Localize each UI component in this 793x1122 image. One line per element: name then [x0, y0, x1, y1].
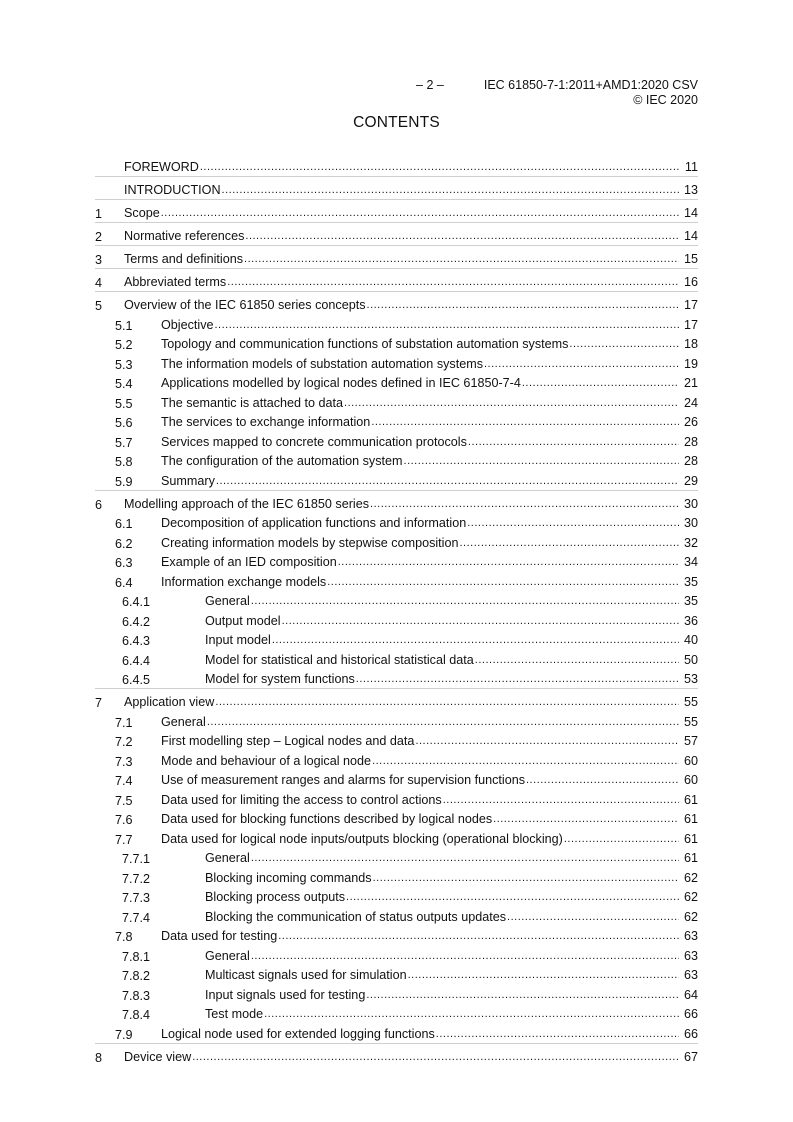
toc-dot-leader: [484, 357, 679, 373]
toc-entry-number: 7.8.1: [122, 949, 151, 964]
toc-entry-title: Applications modelled by logical nodes defined in IEC 61850-7-4: [161, 376, 521, 390]
toc-entry[interactable]: [95, 610, 698, 630]
toc-entry-number: 7.2: [115, 735, 133, 749]
toc-entry-number: 6.2: [115, 536, 133, 551]
toc-entry-page: 26: [683, 415, 698, 429]
toc-entry[interactable]: [95, 353, 698, 373]
toc-entry-number: 7.7.2: [122, 871, 151, 886]
toc-entry-title: Blocking the communication of status outputs updates: [205, 909, 507, 924]
toc-entry-title: General: [161, 714, 206, 729]
toc-dot-leader: [507, 910, 679, 926]
toc-entry-page: 55: [683, 714, 698, 729]
toc-entry-number: 7.5: [115, 793, 133, 808]
toc-dot-leader: [468, 435, 679, 451]
toc-entry-number: 4: [95, 276, 103, 290]
toc-entry-title: Modelling approach of the IEC 61850 series: [124, 496, 370, 511]
toc-entry-page: 62: [683, 909, 698, 924]
toc-entry[interactable]: [95, 412, 698, 432]
toc-entry-number: 7.4: [115, 774, 133, 788]
toc-entry-page: 57: [683, 734, 698, 748]
toc-entry-page: 28: [683, 454, 698, 468]
toc-entry-number: 7.7.3: [122, 891, 151, 905]
toc-entry-title: Objective: [161, 317, 214, 332]
toc-dot-leader: [272, 633, 679, 649]
toc-entry-number: 7: [95, 696, 103, 710]
toc-entry-title: The configuration of the automation system: [161, 454, 403, 468]
toc-entry-title: Services mapped to concrete communication protocols: [161, 434, 467, 449]
toc-entry[interactable]: [95, 770, 698, 790]
toc-entry[interactable]: [95, 373, 698, 393]
toc-entry-title: Application view: [124, 695, 215, 709]
toc-entry[interactable]: [95, 451, 698, 471]
toc-dot-leader: [467, 516, 679, 532]
toc-dot-leader: [192, 1050, 679, 1066]
toc-entry[interactable]: [95, 711, 698, 731]
toc-entry-page: 15: [683, 252, 698, 266]
toc-entry-page: 64: [683, 987, 698, 1002]
toc-entry-title: Test mode: [205, 1007, 264, 1021]
toc-entry-number: 5.4: [115, 377, 133, 391]
toc-entry-title: FOREWORD: [124, 160, 199, 174]
toc-entry-page: 11: [684, 160, 698, 174]
toc-entry-title: Data used for limiting the access to control actions: [161, 792, 442, 807]
toc-entry[interactable]: [95, 649, 698, 669]
toc-entry[interactable]: [95, 571, 698, 591]
toc-entry-number: 6.4.5: [122, 673, 151, 687]
toc-entry[interactable]: [95, 291, 698, 314]
toc-entry-number: 7.7: [115, 832, 133, 847]
toc-entry-page: 60: [683, 773, 698, 787]
toc-entry-title: Summary: [161, 473, 215, 488]
toc-entry-number: 5.5: [115, 396, 133, 411]
toc-entry-page: 60: [683, 753, 698, 768]
toc-dot-leader: [366, 988, 679, 1004]
toc-dot-leader: [408, 968, 679, 984]
toc-entry-title: Example of an IED composition: [161, 555, 337, 569]
toc-entry[interactable]: [95, 945, 698, 965]
toc-entry-page: 35: [683, 574, 698, 589]
toc-dot-leader: [373, 871, 679, 887]
toc-entry-number: 8: [95, 1050, 103, 1065]
toc-entry-page: 61: [683, 792, 698, 807]
toc-entry[interactable]: [95, 984, 698, 1004]
toc-entry-title: General: [205, 948, 250, 963]
toc-entry-title: Use of measurement ranges and alarms for supervision functions: [161, 773, 525, 787]
toc-entry-page: 29: [683, 473, 698, 488]
toc-dot-leader: [522, 376, 679, 392]
toc-entry[interactable]: [95, 176, 698, 199]
toc-entry[interactable]: [95, 552, 698, 572]
toc-dot-leader: [346, 890, 679, 906]
toc-entry-title: General: [205, 594, 250, 608]
toc-dot-leader: [569, 337, 679, 353]
toc-dot-leader: [338, 555, 679, 571]
toc-entry-page: 53: [683, 672, 698, 686]
toc-entry-page: 19: [683, 356, 698, 371]
toc-entry-title: Device view: [124, 1049, 192, 1064]
toc-entry-page: 14: [683, 229, 698, 243]
toc-entry-page: 62: [683, 890, 698, 904]
toc-entry[interactable]: [95, 789, 698, 809]
toc-entry[interactable]: [95, 591, 698, 611]
toc-dot-leader: [216, 474, 679, 490]
toc-entry-number: 7.7.4: [122, 910, 151, 925]
toc-dot-leader: [370, 497, 679, 513]
toc-dot-leader: [460, 536, 680, 552]
contents-title: CONTENTS: [353, 114, 440, 131]
toc-dot-leader: [227, 275, 679, 291]
toc-entry-number: 2: [95, 230, 103, 244]
toc-entry[interactable]: [95, 906, 698, 926]
toc-dot-leader: [264, 1007, 679, 1023]
toc-entry-number: 5.7: [115, 435, 133, 450]
toc-entry-title: Logical node used for extended logging functions: [161, 1026, 435, 1041]
toc-entry-number: 3: [95, 253, 103, 267]
toc-entry[interactable]: [95, 532, 698, 552]
toc-entry-title: Input model: [205, 633, 271, 647]
toc-dot-leader: [245, 229, 679, 245]
toc-dot-leader: [436, 1027, 679, 1043]
toc-entry-number: 7.8: [115, 930, 133, 944]
toc-entry[interactable]: [95, 314, 698, 334]
toc-dot-leader: [371, 415, 679, 431]
toc-dot-leader: [215, 318, 680, 334]
toc-entry-title: Normative references: [124, 229, 245, 243]
toc-entry-page: 28: [683, 434, 698, 449]
toc-entry-page: 63: [683, 968, 698, 982]
toc-dot-leader: [344, 396, 679, 412]
toc-entry-title: Overview of the IEC 61850 series concepts: [124, 298, 366, 312]
toc-entry-number: 7.1: [115, 715, 133, 730]
toc-entry-number: 5.8: [115, 455, 133, 469]
toc-entry-page: 17: [683, 298, 698, 312]
toc-entry-number: 7.9: [115, 1027, 133, 1042]
toc-entry-number: 6.4.3: [122, 634, 151, 648]
toc-entry-title: Mode and behaviour of a logical node: [161, 753, 372, 768]
toc-entry-page: 62: [683, 870, 698, 885]
toc-entry-page: 63: [683, 948, 698, 963]
toc-entry[interactable]: [95, 848, 698, 868]
toc-entry-page: 18: [683, 337, 698, 351]
toc-entry-page: 50: [683, 652, 698, 667]
toc-entry-title: Output model: [205, 613, 281, 628]
toc-entry-title: Terms and definitions: [124, 252, 244, 266]
toc-entry-number: 5: [95, 299, 103, 313]
toc-entry-number: 5.1: [115, 318, 133, 333]
toc-entry[interactable]: [95, 887, 698, 907]
toc-dot-leader: [282, 614, 679, 630]
toc-entry-number: 6.3: [115, 556, 133, 570]
toc-entry[interactable]: [95, 470, 698, 490]
toc-entry-page: 32: [683, 535, 698, 550]
toc-entry-page: 40: [683, 633, 698, 647]
copyright-notice: © IEC 2020: [633, 93, 698, 107]
toc-entry[interactable]: [95, 750, 698, 770]
toc-entry[interactable]: [95, 1043, 698, 1066]
toc-entry-page: 17: [683, 317, 698, 332]
toc-entry-number: 6.4.4: [122, 653, 151, 668]
toc-entry[interactable]: [95, 199, 698, 222]
toc-entry-number: 6.4.1: [122, 595, 151, 609]
toc-dot-leader: [327, 575, 679, 591]
toc-entry-title: Input signals used for testing: [205, 987, 366, 1002]
toc-entry-number: 5.2: [115, 338, 133, 352]
toc-entry-page: 34: [683, 555, 698, 569]
table-of-contents: [95, 154, 698, 1066]
toc-entry[interactable]: [95, 965, 698, 985]
toc-entry-title: Data used for testing: [161, 929, 278, 943]
toc-dot-leader: [367, 298, 679, 314]
toc-dot-leader: [564, 832, 679, 848]
toc-entry-title: Blocking incoming commands: [205, 870, 372, 885]
toc-entry-page: 63: [683, 929, 698, 943]
toc-dot-leader: [215, 695, 679, 711]
toc-dot-leader: [251, 851, 679, 867]
toc-entry-number: 5.3: [115, 357, 133, 372]
toc-dot-leader: [372, 754, 679, 770]
toc-dot-leader: [443, 793, 679, 809]
toc-entry-page: 66: [683, 1007, 698, 1021]
toc-entry-title: INTRODUCTION: [124, 183, 221, 197]
toc-entry-title: First modelling step – Logical nodes and data: [161, 734, 415, 748]
page-number: – 2 –: [416, 78, 444, 92]
toc-entry[interactable]: [95, 828, 698, 848]
toc-entry-title: Data used for blocking functions described by logical nodes: [161, 812, 493, 826]
toc-dot-leader: [475, 653, 679, 669]
toc-entry[interactable]: [95, 731, 698, 751]
toc-entry-title: Model for statistical and historical statistical data: [205, 652, 474, 667]
toc-entry-page: 36: [683, 613, 698, 628]
toc-entry[interactable]: [95, 268, 698, 291]
toc-entry[interactable]: [95, 809, 698, 829]
toc-entry[interactable]: [95, 334, 698, 354]
toc-entry-number: 5.6: [115, 416, 133, 430]
toc-entry[interactable]: [95, 392, 698, 412]
toc-dot-leader: [526, 773, 679, 789]
toc-entry-number: 7.3: [115, 754, 133, 769]
toc-entry[interactable]: [95, 222, 698, 245]
toc-entry-number: 7.8.2: [122, 969, 151, 983]
toc-entry[interactable]: [95, 688, 698, 711]
toc-entry[interactable]: [95, 630, 698, 650]
toc-entry-page: 30: [683, 496, 698, 511]
toc-entry-number: 1: [95, 207, 103, 221]
toc-dot-leader: [251, 949, 679, 965]
toc-entry[interactable]: [95, 490, 698, 513]
toc-entry-title: Creating information models by stepwise composition: [161, 535, 459, 550]
toc-entry-page: 35: [683, 594, 698, 608]
toc-entry[interactable]: [95, 926, 698, 946]
toc-entry[interactable]: [95, 1004, 698, 1024]
toc-dot-leader: [222, 183, 679, 199]
toc-entry-page: 61: [683, 851, 698, 865]
toc-dot-leader: [200, 160, 679, 176]
toc-entry-page: 14: [683, 206, 698, 220]
toc-dot-leader: [415, 734, 679, 750]
toc-entry-page: 67: [683, 1049, 698, 1064]
toc-dot-leader: [278, 929, 679, 945]
toc-entry[interactable]: [95, 513, 698, 533]
toc-entry-title: Data used for logical node inputs/outputs blocking (operational blocking): [161, 831, 563, 846]
toc-entry[interactable]: [95, 431, 698, 451]
toc-entry-number: 7.8.4: [122, 1008, 151, 1022]
toc-dot-leader: [251, 594, 679, 610]
toc-entry-page: 55: [683, 695, 698, 709]
toc-entry[interactable]: [95, 245, 698, 268]
toc-entry-number: 6.4: [115, 575, 133, 590]
toc-entry[interactable]: [95, 154, 698, 176]
toc-entry-title: Model for system functions: [205, 672, 355, 686]
toc-dot-leader: [161, 206, 679, 222]
toc-entry-page: 61: [683, 831, 698, 846]
toc-entry-title: The semantic is attached to data: [161, 395, 344, 410]
document-id: IEC 61850-7-1:2011+AMD1:2020 CSV: [483, 78, 698, 92]
toc-entry-number: 6.1: [115, 517, 133, 531]
toc-entry-title: Decomposition of application functions and information: [161, 516, 467, 530]
toc-entry-title: Abbreviated terms: [124, 275, 227, 289]
toc-entry-number: 6.4.2: [122, 614, 151, 629]
toc-entry-number: 7.8.3: [122, 988, 151, 1003]
toc-entry-number: 6: [95, 497, 103, 512]
toc-entry-number: 5.9: [115, 474, 133, 489]
toc-dot-leader: [244, 252, 679, 268]
toc-entry-title: Multicast signals used for simulation: [205, 968, 407, 982]
toc-entry-title: The services to exchange information: [161, 415, 371, 429]
toc-entry-page: 66: [683, 1026, 698, 1041]
toc-entry-page: 13: [683, 183, 698, 197]
toc-entry-page: 16: [683, 275, 698, 289]
toc-entry-title: Scope: [124, 206, 160, 220]
toc-dot-leader: [404, 454, 679, 470]
toc-entry-page: 21: [683, 376, 698, 390]
toc-dot-leader: [493, 812, 679, 828]
toc-entry-title: General: [205, 851, 250, 865]
toc-entry-title: Blocking process outputs: [205, 890, 346, 904]
toc-entry[interactable]: [95, 1023, 698, 1043]
page-header: [416, 78, 698, 92]
toc-entry-number: 7.6: [115, 813, 133, 827]
toc-entry-page: 61: [683, 812, 698, 826]
toc-entry-number: 7.7.1: [122, 852, 151, 866]
toc-entry-page: 24: [683, 395, 698, 410]
toc-entry[interactable]: [95, 867, 698, 887]
toc-entry-title: Information exchange models: [161, 574, 327, 589]
toc-entry-title: The information models of substation automation systems: [161, 356, 483, 371]
toc-entry-page: 30: [683, 516, 698, 530]
toc-entry-title: Topology and communication functions of substation automation systems: [161, 337, 569, 351]
toc-entry[interactable]: [95, 669, 698, 689]
toc-dot-leader: [207, 715, 679, 731]
toc-dot-leader: [356, 672, 679, 688]
